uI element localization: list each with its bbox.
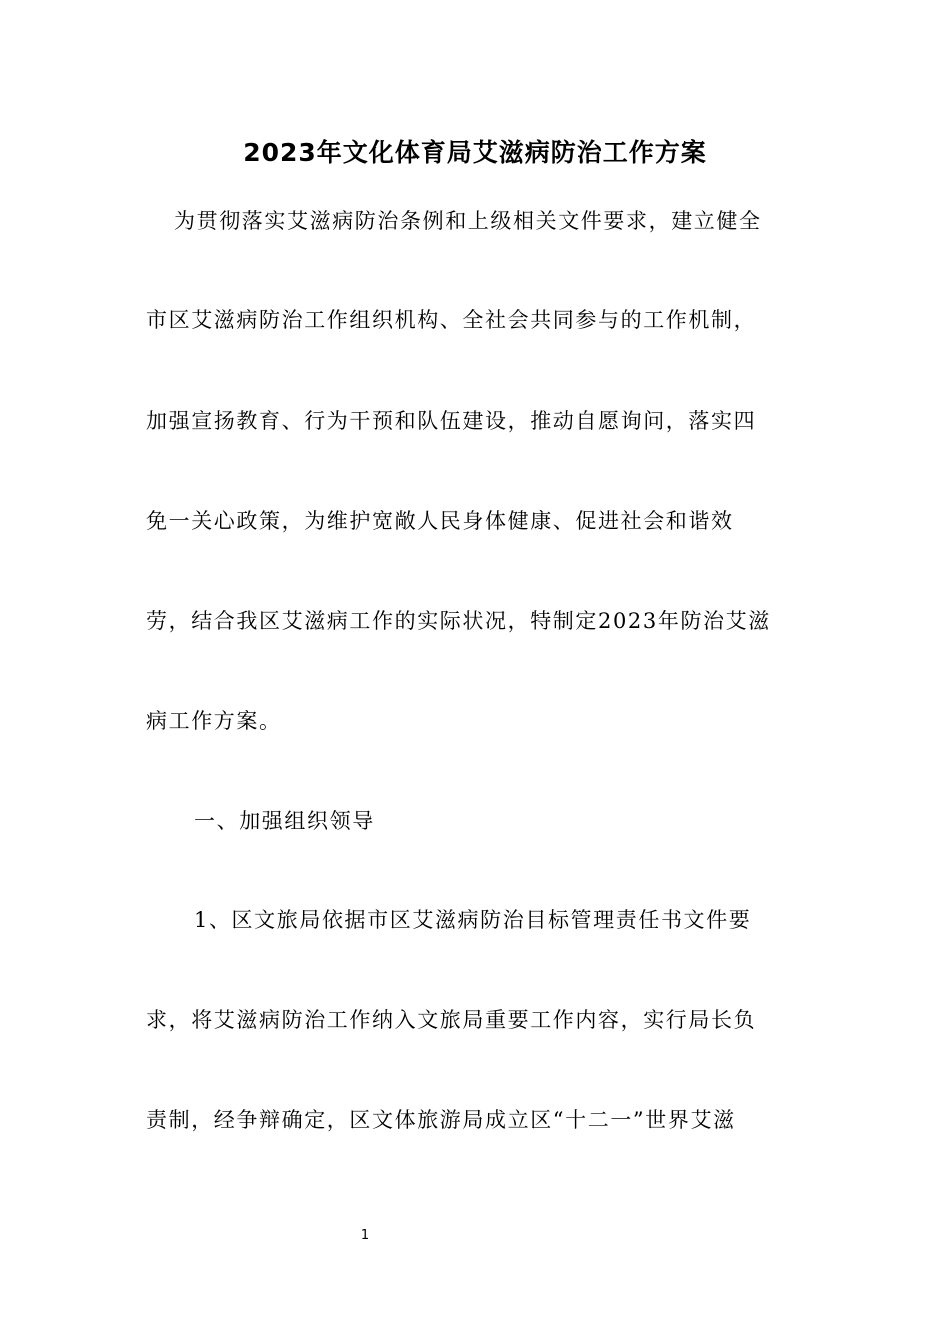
paragraph-line: 为贯彻落实艾滋病防治条例和上级相关文件要求，建立健全 [174, 209, 762, 233]
page-number: 1 [360, 1228, 370, 1243]
paragraph-line: 加强宣扬教育、行为干预和队伍建设，推动自愿询问，落实四 [146, 409, 757, 433]
page-title: 2023年文化体育局艾滋病防治工作方案 [243, 138, 707, 167]
paragraph-line: 责制，经争辩确定，区文体旅游局成立区“十二一”世界艾滋 [146, 1108, 736, 1132]
paragraph-line: 市区艾滋病防治工作组织机构、全社会共同参与的工作机制， [146, 308, 757, 332]
paragraph-line: 求，将艾滋病防治工作纳入文旅局重要工作内容，实行局长负 [146, 1008, 757, 1032]
paragraph-line: 1、区文旅局依据市区艾滋病防治目标管理责任书文件要 [194, 908, 752, 932]
paragraph-line: 病工作方案。 [146, 709, 282, 733]
paragraph-line: 劳，结合我区艾滋病工作的实际状况，特制定2023年防治艾滋 [146, 609, 771, 633]
section-heading: 一、加强组织领导 [194, 809, 375, 833]
paragraph-line: 免一关心政策，为维护宽敞人民身体健康、促进社会和谐效 [146, 509, 734, 533]
